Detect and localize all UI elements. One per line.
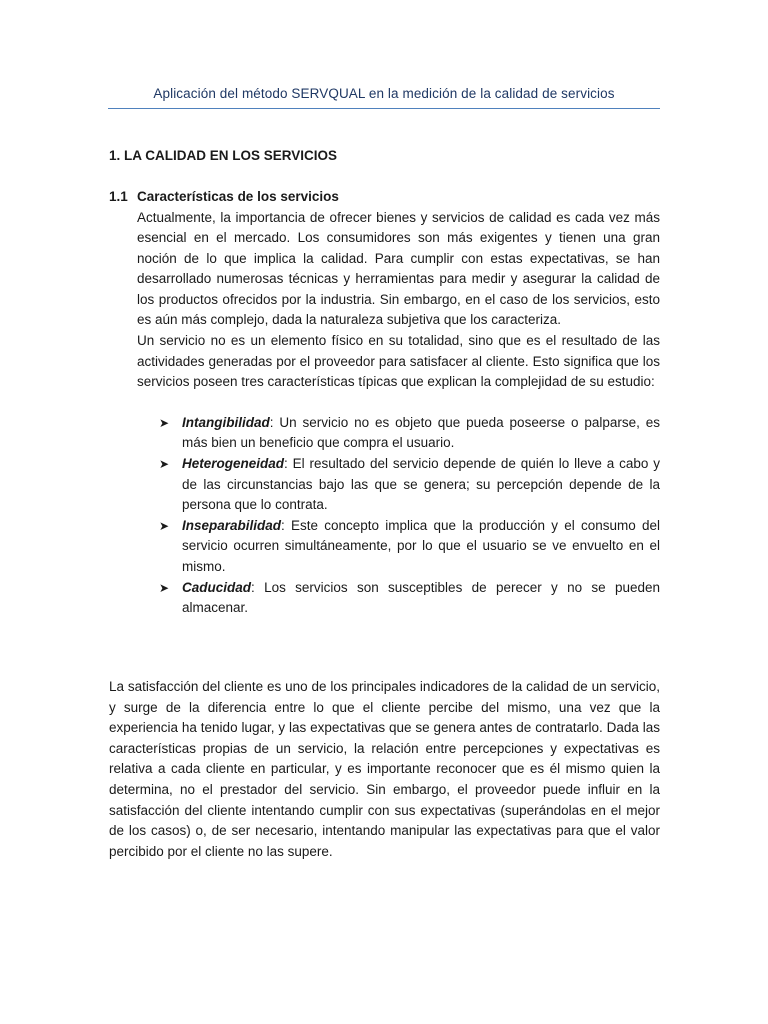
list-item-term: Inseparabilidad (182, 517, 282, 533)
arrowhead-bullet-icon: ➤ (159, 415, 170, 430)
list-item (109, 516, 660, 578)
list-item-text: : Este concepto implica que la producción y el consumo del servicio ocurren simultáneamente, por lo que el usuario se ve envuelto en el mismo. (182, 517, 660, 574)
list-item-term: Intangibilidad (182, 414, 270, 430)
document-header-title: Aplicación del método SERVQUAL en la medición de la calidad de servicios (153, 86, 615, 101)
list-item (109, 413, 660, 454)
list-item-term: Heterogeneidad (182, 456, 285, 472)
arrowhead-bullet-icon: ➤ (159, 518, 170, 533)
arrowhead-bullet-icon: ➤ (159, 457, 170, 472)
closing-paragraph: La satisfacción del cliente es uno de los principales indicadores de la calidad de un servicio, y surge de la diferencia entre lo que el cliente percibe del mismo, una vez que la experiencia ha tenido lugar, y las expectativas que se genera antes de contratarlo. Dada las características propias de un servicio, la relación entre percepciones y expectativas es relativa a cada cliente en particular, y es importante reconocer que es él mismo quien la determina, no el prestador del servicio. Sin embargo, el proveedor puede influir en la satisfacción del cliente intentando cumplir con sus expectativas (superándolas en el mejor de los casos) o, de ser necesario, intentando manipular las expectativas para que el valor percibido por el cliente no las supere. (109, 679, 660, 859)
subsection-number: 1.1 (109, 189, 128, 204)
header-divider (108, 108, 660, 109)
paragraph-1: Actualmente, la importancia de ofrecer bienes y servicios de calidad es cada vez más esencial en el mercado. Los consumidores son más exigentes y tienen una gran noción de lo que implica la calidad. Para cumplir con estas expectativas, se han desarrollado numerosas técnicas y herramientas para medir y asegurar la calidad de los productos ofrecidos por la industria. Sin embargo, en el caso de los servicios, esto es aún más complejo, dada la naturaleza subjetiva que los caracteriza. (137, 209, 660, 328)
list-item-text: : El resultado del servicio depende de quién lo lleve a cabo y de las circunstancias bajo las que se genera; su percepción depende de la persona que lo contrata. (182, 456, 660, 513)
list-item-term: Caducidad (182, 579, 252, 595)
list-item-text: : Un servicio no es objeto que pueda poseerse o palparse, es más bien un beneficio que compra el usuario. (182, 414, 660, 451)
arrowhead-bullet-icon: ➤ (159, 580, 170, 595)
section-heading: 1. LA CALIDAD EN LOS SERVICIOS (109, 148, 338, 163)
list-item (109, 454, 660, 516)
subsection-body (137, 208, 660, 393)
subsection-title: Características de los servicios (137, 189, 339, 204)
characteristics-list (109, 413, 660, 619)
subsection-characteristics (109, 187, 660, 619)
list-item-text: : Los servicios son susceptibles de perecer y no se pueden almacenar. (182, 579, 660, 616)
subsection-heading (109, 187, 660, 208)
list-item (109, 578, 660, 619)
paragraph-2: Un servicio no es un elemento físico en su totalidad, sino que es el resultado de las actividades generadas por el proveedor para satisfacer al cliente. Esto significa que los servicios poseen tres características típicas que explican la complejidad de su estudio: (137, 333, 660, 390)
